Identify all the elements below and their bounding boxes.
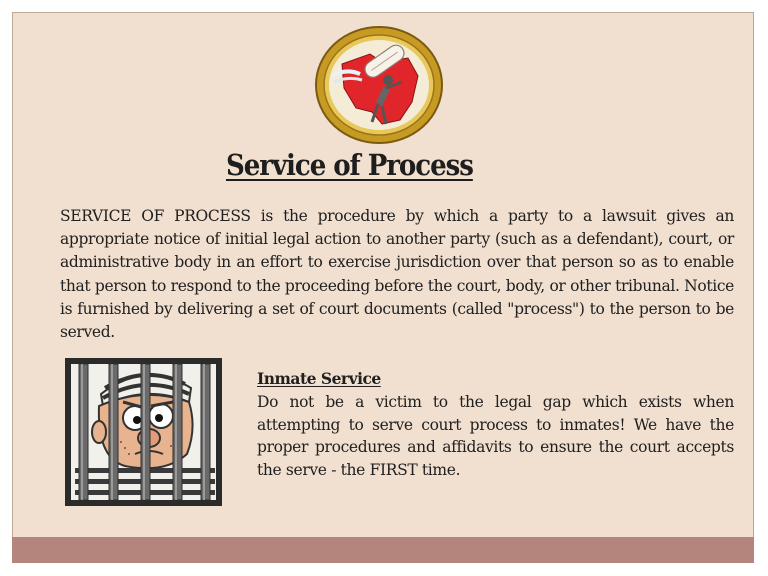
- service-of-process-description: SERVICE OF PROCESS is the procedure by which a party to a lawsuit gives an appropriate notice of initial legal action to another party (such as a defendant), court, or administrative body in an effort to exercise jurisdiction over that person so as to enable that person to respond to the proceeding before the court, body, or other tribunal. Notice is furnished by delivering a set of court documents (called "process") to the person to be served.: [60, 207, 734, 342]
- footer-bar: [12, 537, 754, 563]
- inmate-service-heading: Inmate Service: [257, 369, 381, 388]
- process-server-emblem-icon: [312, 24, 446, 146]
- cartoon-prisoner-image: [65, 358, 222, 506]
- page-title: Service of Process: [226, 148, 473, 182]
- inmate-service-description: Do not be a victim to the legal gap which exists when attempting to serve court process to inmates! We have the proper procedures and affidavits to ensure the court accepts the serve - the FIRST time.: [257, 393, 734, 479]
